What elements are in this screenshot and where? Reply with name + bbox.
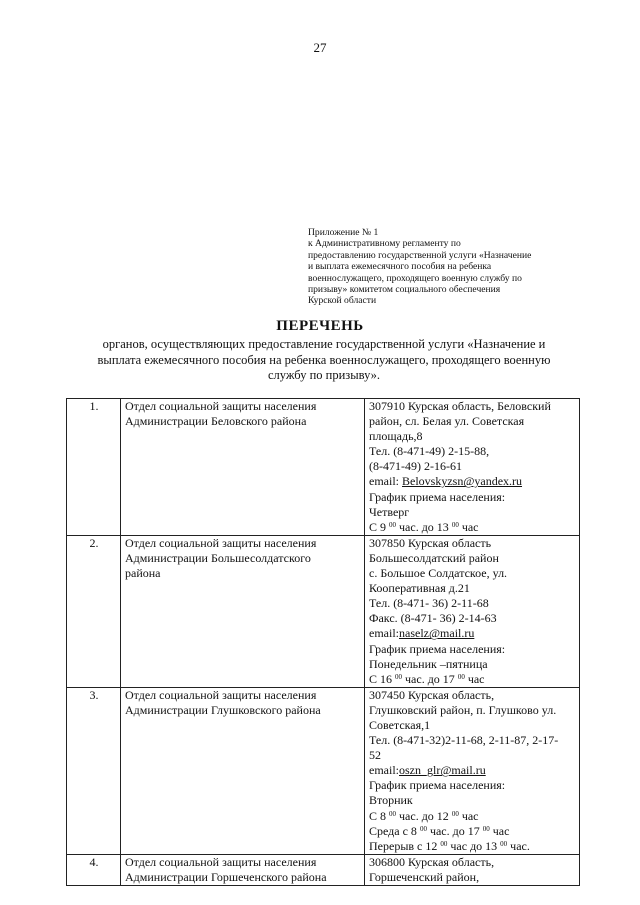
minutes-superscript: 00 xyxy=(440,839,448,848)
address-line xyxy=(369,474,576,489)
office-name-line: Отдел социальной защиты населения xyxy=(125,535,317,550)
hours-from-text: С 9 xyxy=(369,519,390,534)
address-line: площадь,8 xyxy=(369,429,423,444)
minutes-superscript: 00 xyxy=(419,824,427,833)
office-name-line: района xyxy=(125,566,161,581)
address-line: Факс. (8-471- 36) 2-14-63 xyxy=(369,611,497,626)
office-address-cell xyxy=(365,687,580,854)
address-line: Глушковский район, п. Глушково ул. xyxy=(369,702,557,717)
hours-suffix-text: час xyxy=(458,808,479,823)
row-number-cell: 2. xyxy=(67,535,121,687)
subtitle-line: выплата ежемесячного пособия на ребенка военнослужащего, проходящего военную xyxy=(97,352,551,367)
address-line: 307910 Курская область, Беловский xyxy=(369,399,551,413)
offices-table-body xyxy=(67,399,580,886)
page-number: 27 xyxy=(313,40,327,55)
subtitle-line: органов, осуществляющих предоставление государственной услуги «Назначение и xyxy=(102,337,546,351)
address-line: 306800 Курская область, xyxy=(369,854,495,869)
email-prefix: email: xyxy=(369,474,402,489)
office-name-line: Администрации Беловского района xyxy=(125,414,307,429)
appendix-line: призыву» комитетом социального обеспечения xyxy=(308,284,501,296)
email-link[interactable]: Belovskyzsn@yandex.ru xyxy=(402,474,523,489)
row-number-cell: 4. xyxy=(67,854,121,885)
minutes-superscript: 00 xyxy=(389,520,397,529)
reception-hours-line xyxy=(369,672,576,687)
hours-suffix-text: час. xyxy=(507,838,530,853)
office-name-line: Отдел социальной защиты населения xyxy=(125,854,317,869)
document-subtitle xyxy=(78,337,570,384)
address-line: (8-471-49) 2-16-61 xyxy=(369,459,462,474)
hours-suffix-text: час xyxy=(458,519,479,534)
table-row xyxy=(67,399,580,536)
appendix-note xyxy=(308,227,578,307)
minutes-superscript: 00 xyxy=(457,672,465,681)
reception-hours-line xyxy=(369,839,576,854)
document-title: ПЕРЕЧЕНЬ xyxy=(276,318,364,334)
address-line: Большесолдатский район xyxy=(369,550,499,565)
hours-to-text: час. до 17 xyxy=(402,671,458,686)
office-address-cell xyxy=(365,854,580,885)
address-line: Тел. (8-471- 36) 2-11-68 xyxy=(369,596,489,611)
appendix-line: Курской области xyxy=(308,295,377,307)
appendix-line: предоставлению государственной услуги «Назначение xyxy=(308,249,532,261)
office-name-cell xyxy=(121,687,365,854)
table-row xyxy=(67,535,580,687)
address-line: 52 xyxy=(369,748,381,763)
table-row xyxy=(67,854,580,885)
address-line: Кооперативная д.21 xyxy=(369,581,470,596)
minutes-superscript: 00 xyxy=(451,809,459,818)
hours-suffix-text: час xyxy=(464,671,485,686)
hours-to-text: час. до 13 xyxy=(396,519,452,534)
address-line: Тел. (8-471-49) 2-15-88, xyxy=(369,444,490,459)
row-number-cell: 1. xyxy=(67,399,121,536)
address-line: район, сл. Белая ул. Советская xyxy=(369,414,525,429)
hours-from-text: С 16 xyxy=(369,671,396,686)
hours-from-text: С 8 xyxy=(369,808,390,823)
reception-hours-line xyxy=(369,809,576,824)
table-row xyxy=(67,687,580,854)
hours-to-text: час. до 17 xyxy=(426,823,483,838)
address-line: Вторник xyxy=(369,793,413,808)
address-line: Четверг xyxy=(369,504,410,519)
address-line: График приема населения: xyxy=(369,778,506,793)
office-name-line: Администрации Глушковского района xyxy=(125,702,321,717)
address-line: Тел. (8-471-32)2-11-68, 2-11-87, 2-17- xyxy=(369,733,559,748)
hours-to-text: час. до 12 xyxy=(396,808,452,823)
address-line: с. Большое Солдатское, ул. xyxy=(369,566,508,581)
office-name-cell xyxy=(121,399,365,536)
appendix-line: и выплата ежемесячного пособия на ребенка xyxy=(308,261,492,273)
email-prefix: email: xyxy=(369,626,399,641)
appendix-line: к Административному регламенту по xyxy=(308,238,461,250)
office-address-cell xyxy=(365,535,580,687)
email-link[interactable]: oszn_glr@mail.ru xyxy=(399,763,486,778)
row-number-cell: 3. xyxy=(67,687,121,854)
office-name-cell xyxy=(121,535,365,687)
office-name-cell xyxy=(121,854,365,885)
minutes-superscript: 00 xyxy=(500,839,508,848)
hours-from-text: Перерыв с 12 xyxy=(369,838,441,853)
minutes-superscript: 00 xyxy=(451,520,459,529)
address-line xyxy=(369,763,576,778)
office-name-line: Отдел социальной защиты населения xyxy=(125,687,317,702)
address-line: Понедельник –пятница xyxy=(369,656,488,671)
office-name-line: Администрации Горшеченского района xyxy=(125,869,327,884)
address-line: 307450 Курская область, xyxy=(369,687,495,702)
minutes-superscript: 00 xyxy=(389,809,397,818)
address-line: График приема населения: xyxy=(369,489,506,504)
address-line xyxy=(369,626,576,641)
office-name-line: Отдел социальной защиты населения xyxy=(125,399,317,413)
address-line: Советская,1 xyxy=(369,717,431,732)
email-prefix: email: xyxy=(369,763,399,778)
minutes-superscript: 00 xyxy=(482,824,490,833)
hours-suffix-text: час xyxy=(489,823,510,838)
appendix-line: военнослужащего, проходящего военную службу по xyxy=(308,272,522,284)
offices-table xyxy=(66,398,580,886)
subtitle-line: службу по призыву». xyxy=(267,368,381,382)
office-address-cell xyxy=(365,399,580,536)
appendix-line: Приложение № 1 xyxy=(308,227,379,238)
address-line: 307850 Курская область xyxy=(369,535,492,550)
email-link[interactable]: naselz@mail.ru xyxy=(399,626,475,641)
hours-from-text: Среда с 8 xyxy=(369,823,420,838)
office-name-line: Администрации Большесолдатского xyxy=(125,550,311,565)
minutes-superscript: 00 xyxy=(395,672,403,681)
hours-to-text: час до 13 xyxy=(447,838,501,853)
address-line: График приема населения: xyxy=(369,641,506,656)
reception-hours-line xyxy=(369,824,576,839)
reception-hours-line xyxy=(369,520,576,535)
address-line: Горшеченский район, xyxy=(369,869,480,884)
